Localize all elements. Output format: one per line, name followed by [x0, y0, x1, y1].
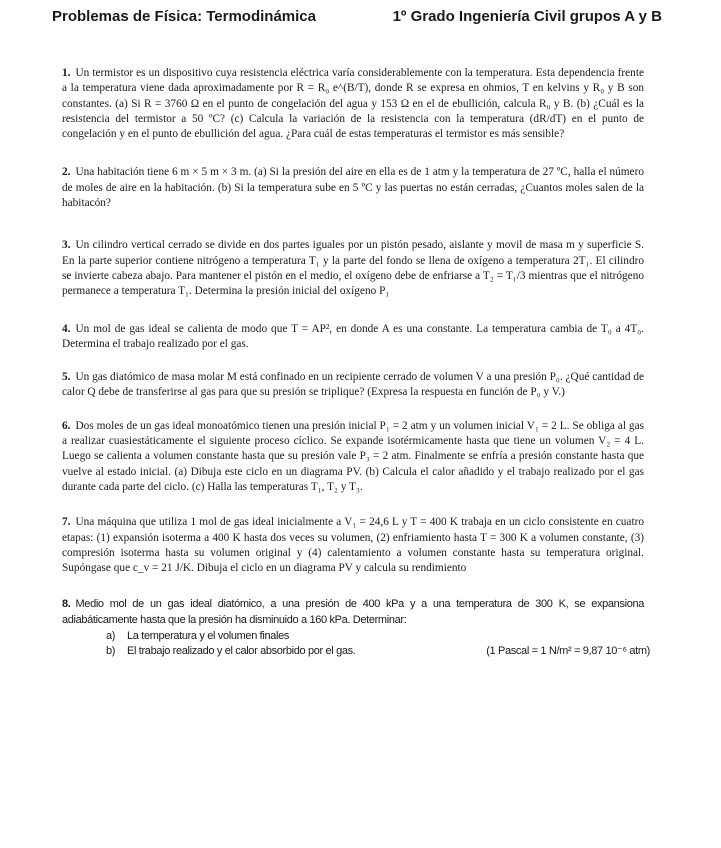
problem-list: [62, 66, 650, 660]
problem-1: [62, 66, 644, 142]
subitem-label: b): [106, 645, 116, 658]
problem-text: Una habitación tiene 6 m × 5 m × 3 m. (a) Si la presión del aire en ella es de 1 atm y la temperatura de 27 ºC, halla el número de moles de aire en la habitación. (b) Si la temperatura sube en 5 ºC y las puertas no están cerradas, ¿Cuantos moles salen de la habitacón?: [62, 166, 644, 210]
problem-number: 8.: [62, 598, 71, 611]
course-title: Problemas de Física: Termodinámica: [52, 8, 316, 25]
problem-number: 2.: [62, 166, 71, 179]
units-note: (1 Pascal = 1 N/m² = 9,87 10⁻⁶ atm): [486, 645, 650, 658]
problem-text: Un termistor es un dispositivo cuya resistencia eléctrica varía considerablemente con la temperatura. Esta dependencia frente a la temperatura viene dada aproximadamente por R = R₀ e^(B/T), donde R se expresa en ohmios, T en kelvins y R₀ y B son constantes. (a) Si R = 3760 Ω en el punto de congelación del agua y 153 Ω en el de ebullición, calcula R₀ y B. (b) ¿Cuál es la resistencia del termistor a 50 ºC? (c) Calcula la variación de la resistencia con la temperatura (dR/dT) en el punto de congelación y en el punto de ebullición del agua. ¿Para cuál de estas temperaturas el termistor es más sensible?: [62, 67, 644, 141]
problem-number: 6.: [62, 419, 71, 432]
problem-text: Un mol de gas ideal se calienta de modo que T = AP², en donde A es una constante. La temperatura cambia de T₀ a 4T₀. Determina el trabajo realizado por el gas.: [62, 322, 644, 350]
subitem-text: El trabajo realizado y el calor absorbido por el gas.: [127, 645, 356, 658]
problem-number: 3.: [62, 239, 71, 252]
problem-2: [62, 165, 644, 211]
page-header: [52, 8, 662, 30]
problem-3: [62, 238, 644, 299]
problem-number: 1.: [62, 67, 71, 79]
problem-number: 7.: [62, 516, 71, 529]
subitem-text: La temperatura y el volumen finales: [127, 629, 290, 642]
subitem-b: [62, 644, 650, 660]
problem-6: [62, 419, 644, 495]
subitem-a: [62, 629, 644, 645]
subitem-label: a): [106, 629, 116, 642]
problem-8: [62, 597, 650, 659]
problem-7: [62, 515, 644, 576]
problem-text: Un gas diatómico de masa molar M está confinado en un recipiente cerrado de volumen V a una presión P₀. ¿Qué cantidad de calor Q debe de transferirse al gas para que su presión se triplique? (Expresa la respuesta en función de P₀ y V.): [62, 371, 644, 399]
problem-8-statement: [62, 597, 644, 628]
problem-5: [62, 370, 644, 401]
problem-text: Medio mol de un gas ideal diatómico, a una presión de 400 kPa y a una temperatura de 300 K, se expansiona adiabáticamente hasta que la presión ha disminuido a 160 kPa. Determinar:: [62, 598, 644, 627]
problem-text: Dos moles de un gas ideal monoatómico tienen una presión inicial P₁ = 2 atm y un volumen inicial V₁ = 2 L. Se obliga al gas a realizar cuasiestáticamente el siguiente proceso cíclico. Se expande isotérmicamente hasta que tiene un volumen V₂ = 4 L. Luego se calienta a volumen constante hasta que su presión vale P₃ = 2 atm. Finalmente se enfría a presión constante hasta que vuelve al estado inicial. (a) Dibuja este ciclo en un diagrama PV. (b) Calcula el calor añadido y el trabajo realizado por el gas durante cada parte del ciclo. (c) Halla las temperaturas T₁, T₂ y T₃.: [62, 419, 644, 493]
problem-text: Una máquina que utiliza 1 mol de gas ideal inicialmente a V₁ = 24,6 L y T = 400 K trabaja en un ciclo consistente en cuatro etapas: (1) expansión isoterma a 400 K hasta dos veces su volumen, (2) enfriamiento hasta T = 300 K a volumen constante, (3) compresión isoterma hasta su volumen original y (4) calentamiento a volumen constante hasta su temperatura original. Supóngase que c_v = 21 J/K. Dibuja el ciclo en un diagrama PV y calcula su rendimiento: [62, 516, 644, 575]
problem-number: 5.: [62, 371, 71, 384]
course-group: 1º Grado Ingeniería Civil grupos A y B: [392, 8, 662, 25]
problem-4: [62, 322, 644, 353]
problem-number: 4.: [62, 322, 71, 335]
problem-text: Un cilindro vertical cerrado se divide en dos partes iguales por un pistón pesado, aislante y movil de masa m y superficie S. En la parte superior contiene nitrógeno a temperatura T₁ y la parte del fondo se llena de oxígeno a temperatura 2T₁. El cilindro se invierte cabeza abajo. Para mantener el pistón en el medio, el oxígeno debe de enfriarse a T₂ = T₁/3 mientras que el nitrógeno permanece a temperatura T₁. Determina la presión inicial del oxígeno P₁: [62, 239, 644, 298]
